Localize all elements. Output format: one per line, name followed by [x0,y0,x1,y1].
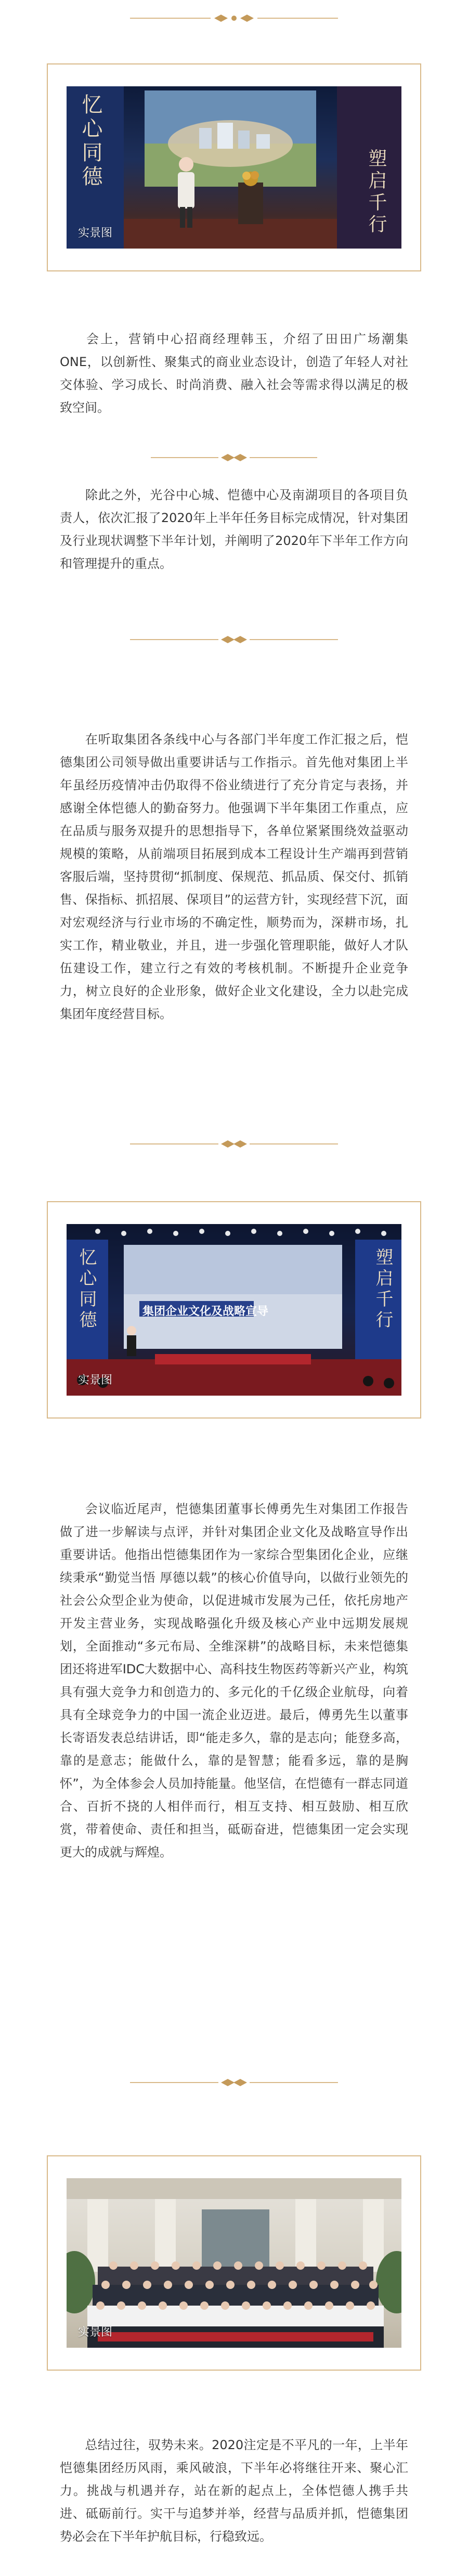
slogan-right: 塑启千行 [372,1248,393,1331]
paragraph-4 [60,1498,408,1864]
photo-group-portrait [67,2178,401,2348]
ornament-divider-2 [0,632,468,647]
ornament-divider-top [0,10,468,26]
photo-caption: 实景图 [78,227,113,240]
paragraph-text: 会议临近尾声，恺德集团董事长傅勇先生对集团工作报告做了进一步解读与点评，并针对集团企业文化及战略宣导作出重要讲话。他指出恺德集团作为一家综合型集团化企业，应继续秉承“勤觉当悟 厚德以载”的核心价值导向，以做行业领先的社会公众型企业为使命，以促进城市发展为己任，依托房地产开发主营业务，实现战略强化升级及核心产业中远期发展规划，全面推动“多元布局、全维深耕”的战略目标，未来恺德集团还将进军IDC大数据中心、高科技生物医药等新兴产业，构筑具有强大竞争力和创造力的、多元化的千亿级企业航母，向着具有全球竞争力的中国一流企业迈进。最后，傅勇先生以董事长寄语发表总结讲话，即“能走多久，靠的是志向；能登多高，靠的是意志；能做什么，靠的是智慧；能看多远，靠的是胸怀”，为全体参会人员加持能量。他坚信，在恺德有一群志同道合、百折不挠的人相伴而行，相互支持、相互鼓励、相互欣赏，带着使命、责任和担当，砥砺奋进，恺德集团一定会实现更大的成就与辉煌。 [60,1502,408,1859]
photo-conference-hall [67,1224,401,1396]
ornament-divider-3 [0,1136,468,1152]
ornament-divider-1 [0,450,468,465]
photo-speaker-stage [67,86,401,249]
paragraph-3 [60,728,408,1025]
paragraph-text: 会上，营销中心招商经理韩玉，介绍了田田广场潮集ONE，以创新性、聚集式的商业业态设计，创造了年轻人对社交体验、学习成长、时尚消费、融入社会等需求得以满足的极致空间。 [60,332,408,415]
paragraph-5 [60,2434,408,2548]
slogan-left: 忆心同德 [76,1248,97,1331]
photo-frame-1 [47,63,421,271]
ornament-divider-4 [0,2075,468,2090]
slogan-right: 塑启千行 [366,149,387,236]
photo-frame-2 [47,1201,421,1419]
screen-title: 集团企业文化及战略宣导 [142,1305,269,1318]
photo-caption: 实景图 [78,1374,113,1387]
paragraph-2 [60,484,408,575]
paragraph-text: 在听取集团各条线中心与各部门半年度工作汇报之后，恺德集团公司领导做出重要讲话与工作指示。首先他对集团上半年虽经历疫情冲击仍取得不俗业绩进行了充分肯定与表扬，并感谢全体恺德人的勤奋努力。他强调下半年集团工作重点，应在品质与服务双提升的思想指导下，各单位紧紧围绕效益驱动规模的策略，从前端项目拓展到成本工程设计生产端再到营销客服后端，坚持贯彻“抓制度、保规范、抓品质、保交付、抓销售、保指标、抓招展、保项目”的运营方针，实现经营下沉，面对宏观经济与行业市场的不确定性，顺势而为，深耕市场，扎实工作，精业敬业，并且，进一步强化管理职能，做好人才队伍建设工作，建立行之有效的考核机制。不断提升企业竞争力，树立良好的企业形象，做好企业文化建设，全力以赴完成集团年度经营目标。 [60,732,408,1021]
slogan-left: 忆心同德 [79,94,102,189]
paragraph-text: 总结过往，驭势未来。2020注定是不平凡的一年，上半年恺德集团经历风雨，乘风破浪，下半年必将继往开来、聚心汇力。挑战与机遇并存，站在新的起点上，全体恺德人携手共进、砥砺前行。实干与追梦并举，经营与品质并抓，恺德集团势必会在下半年护航目标，行稳致远。 [60,2438,408,2544]
paragraph-1 [60,328,408,419]
photo-frame-3 [47,2155,421,2371]
photo-caption: 实景图 [78,2326,113,2339]
paragraph-text: 除此之外，光谷中心城、恺德中心及南湖项目的各项目负责人，依次汇报了2020年上半年任务目标完成情况，针对集团及行业现状调整下半年计划，并阐明了2020年下半年工作方向和管理提升的重点。 [60,488,408,571]
